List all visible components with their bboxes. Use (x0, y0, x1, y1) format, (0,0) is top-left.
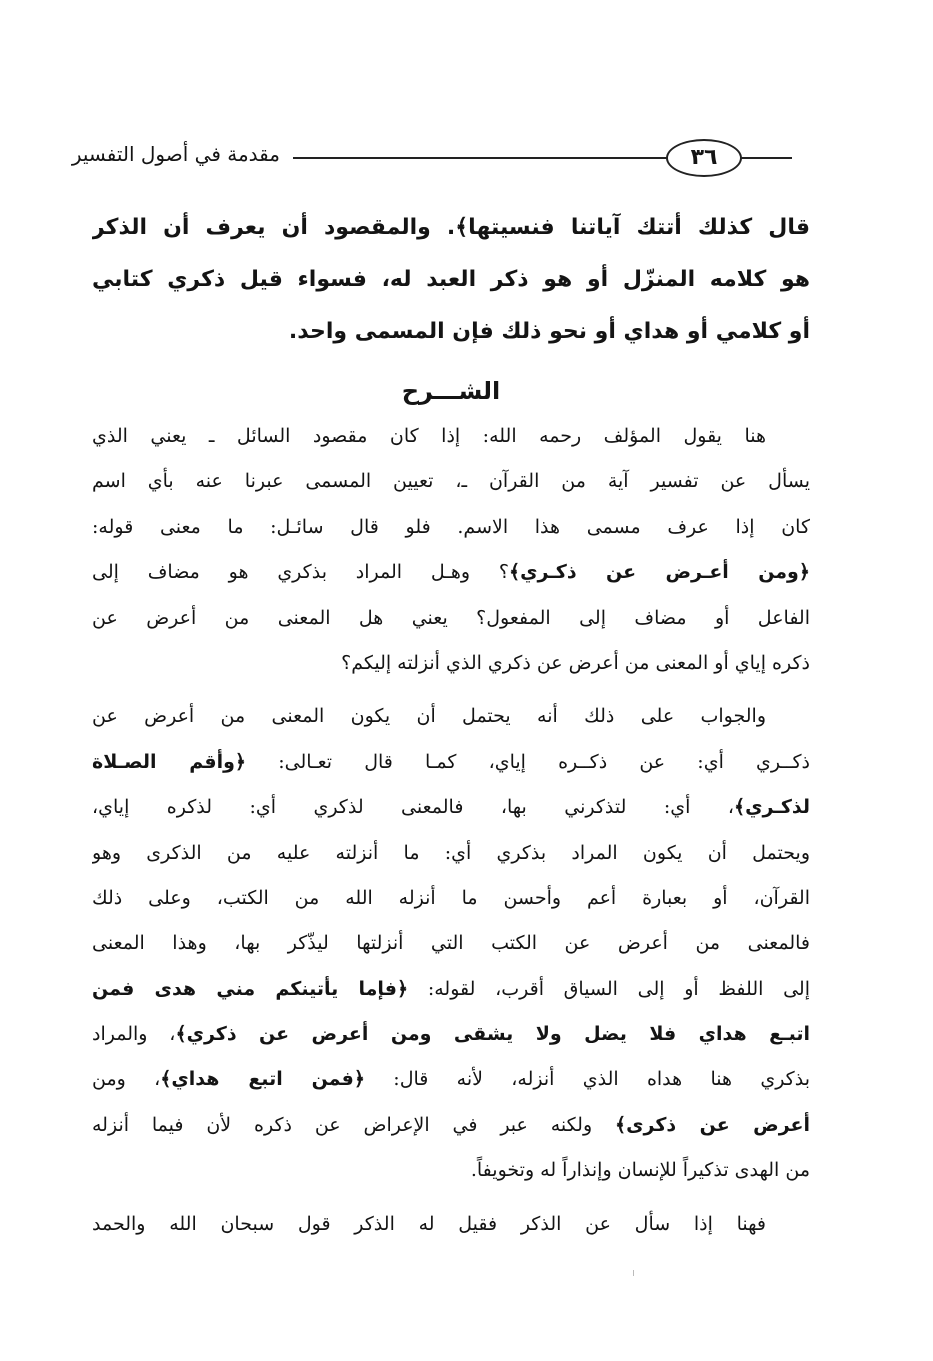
text-line: الفاعل أو مضاف إلى المفعول؟ يعني هل المعنى من أعرض عن (92, 606, 810, 629)
paragraph (92, 694, 810, 1193)
quoted-text-block (92, 202, 810, 358)
text-line: هنا يقول المؤلف رحمه الله: إذا كان مقصود السائل ـ يعني الذي (92, 425, 766, 447)
text-line: فهنا إذا سأل عن الذكر فقيل له الذكر قول سبحان الله والحمد (92, 1212, 766, 1235)
text-line: أو كلامي أو هداي أو نحو ذلك فإن المسمى واحد. (288, 319, 810, 344)
text-line: هو كلامه المنزّل أو هو ذكر العبد له، فسواء قيل ذكري كتابي (92, 267, 810, 292)
paragraph (92, 414, 810, 686)
quran-quote: اتبـع هداي فلا يضل ولا يشقى ومن أعرض عن ذكري﴾ (175, 1023, 810, 1046)
text-line: يسأل عن تفسير آية من القرآن ـ، تعيين المسمى عبرنا عنه بأي اسم (92, 470, 810, 493)
text-run: ؟ وهـل المراد بذكري هو مضاف إلى (92, 561, 509, 584)
text-line: ذكره إياي أو المعنى من أعرض عن ذكري الذي أنزلته إليكم؟ (341, 651, 810, 674)
text-line (92, 1057, 810, 1102)
text-line: من الهدى تذكيراً للإنسان وإنذاراً له وتخويفاً. (470, 1159, 810, 1182)
running-header (58, 138, 792, 178)
text-line (92, 740, 810, 785)
scan-mark (633, 1270, 634, 1276)
text-line: كان إذا عرف مسمى هذا الاسم. فلو قال سائـل: ما معنى قوله: (92, 515, 810, 538)
text-run: إلى اللفظ أو إلى السياق أقرب، لقوله: (408, 977, 810, 1000)
text-line: ويحتمل أن يكون المراد بذكري أي: ما أنزلته عليه من الذكرى وهو (92, 841, 810, 864)
text-line: القرآن، أو بعبارة أعم وأحسن ما أنزله الله من الكتب، وعلى ذلك (92, 886, 810, 909)
page-body (92, 202, 810, 1247)
text-run: ذكــري أي: عن ذكــره إياي، كمـا قال تعـالى: (246, 750, 810, 773)
quran-quote: ﴿فمن اتبع هداي﴾ (160, 1068, 365, 1091)
text-run: ، ومن (92, 1068, 161, 1091)
quran-quote: ﴿ومن أعـرض عن ذكـري﴾ (508, 561, 810, 584)
text-line (92, 967, 810, 1012)
text-run: ، أي: لتذكرني بها، فالمعنى لذكري أي: لذكره إياي، (92, 796, 734, 819)
text-line (92, 550, 810, 595)
quran-quote: لذكـري﴾ (733, 796, 810, 819)
text-run: ولكنه عبر في الإعراض عن ذكره لأن فيما أنزله (92, 1113, 615, 1136)
quran-quote: أعرض عن ذكرى﴾ (615, 1113, 810, 1136)
text-line: فالمعنى من أعرض عن الكتب التي أنزلتها ليذّكر بها، وهذا المعنى (92, 932, 810, 955)
text-line (92, 1012, 810, 1057)
quran-quote: ﴿وأقم الصـلاة (92, 750, 247, 773)
text-line: والجواب على ذلك أنه يحتمل أن يكون المعنى من أعرض عن (92, 705, 766, 728)
text-run: بذكري هنا هداه الذي أنزله، لأنه قال: (365, 1068, 810, 1091)
header-rule (293, 157, 721, 159)
paragraph (92, 1202, 810, 1247)
text-line (92, 1103, 810, 1148)
text-line (92, 785, 810, 830)
header-rule (736, 157, 792, 159)
quran-quote: ﴿فإما يأتينكم مني هدى فمن (92, 977, 409, 1000)
page-number: ٣٦ (666, 139, 742, 177)
text-line: قال كذلك أتتك آياتنا فنسيتها﴾. والمقصود أن يعرف أن الذكر (92, 215, 810, 240)
section-heading: الشـــرح (401, 377, 501, 405)
running-title: مقدمة في أصول التفسير (71, 142, 280, 166)
text-run: ، والمراد (92, 1023, 176, 1046)
